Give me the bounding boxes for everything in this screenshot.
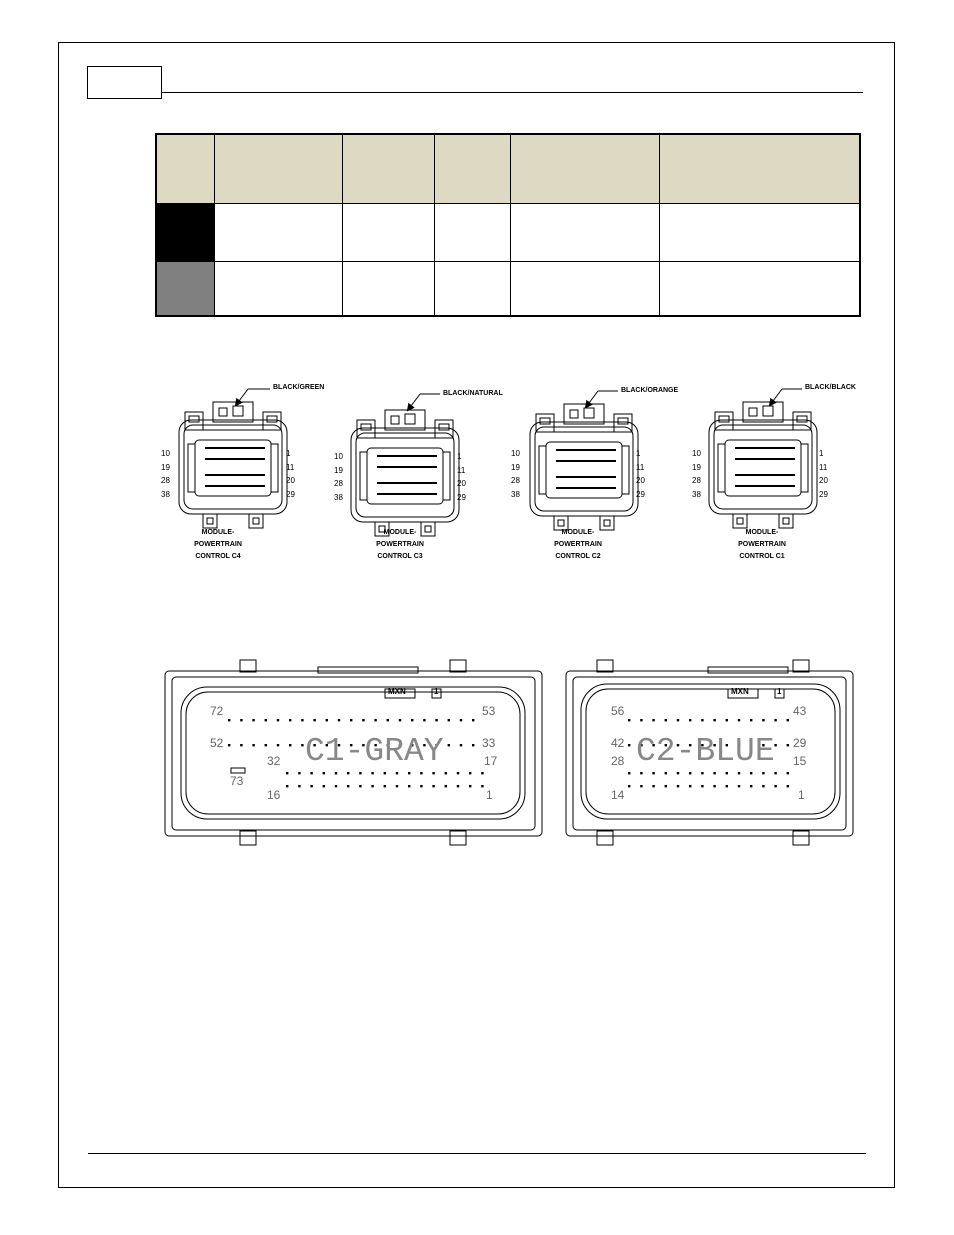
- pin-label: 10: [692, 449, 701, 458]
- connector-caption: [722, 527, 802, 563]
- caption-line: CONTROL C1: [739, 553, 785, 560]
- pin-number: 28: [611, 754, 625, 768]
- pin-number: 15: [793, 754, 807, 768]
- pin-label: 20: [286, 476, 295, 485]
- caption-line: CONTROL C4: [195, 553, 241, 560]
- pin-label: 20: [636, 476, 645, 485]
- pin-number: 14: [611, 788, 625, 802]
- caption-line: MODULE-: [383, 529, 417, 536]
- mxn-mark: MXN: [731, 687, 749, 696]
- caption-line: MODULE-: [561, 529, 595, 536]
- pin-labels-left: [161, 447, 170, 501]
- pin-label: 11: [457, 465, 466, 475]
- pin-label: 38: [334, 492, 343, 502]
- pin-one-mark: 1: [434, 687, 439, 696]
- pin-number: 32: [267, 754, 281, 768]
- pin-label: 20: [819, 476, 828, 485]
- connector-color-label: BLACK/BLACK: [805, 384, 856, 391]
- pin-label: 20: [457, 479, 466, 488]
- pin-number: 42: [611, 736, 625, 750]
- pin-number: 16: [267, 788, 281, 802]
- pin-label: 28: [161, 476, 170, 485]
- pin-labels-left: [511, 447, 520, 501]
- pin-number: 33: [482, 736, 496, 750]
- pin-label: 19: [511, 462, 520, 472]
- pin-label: 11: [286, 462, 295, 472]
- caption-line: POWERTRAIN: [376, 541, 424, 548]
- pin-label: 29: [819, 489, 828, 499]
- pin-label: 10: [334, 452, 343, 461]
- pin-label: 1: [636, 449, 641, 458]
- pin-label: 1: [819, 449, 824, 458]
- pin-label: 11: [636, 462, 645, 472]
- connector-color-label: BLACK/GREEN: [273, 384, 325, 391]
- pin-number: 43: [793, 704, 807, 718]
- pin-label: 10: [511, 449, 520, 458]
- caption-line: POWERTRAIN: [194, 541, 242, 548]
- caption-line: POWERTRAIN: [554, 541, 602, 548]
- pin-label: 38: [511, 489, 520, 499]
- connector-name-c2-blue: C2-BLUE: [636, 733, 775, 770]
- connector-caption: [178, 527, 258, 563]
- mxn-mark: MXN: [388, 687, 406, 696]
- connector-name-c1-gray: C1-GRAY: [305, 733, 444, 770]
- pin-labels-right: [636, 447, 645, 501]
- caption-line: MODULE-: [201, 529, 235, 536]
- connector-caption: [360, 527, 440, 563]
- footer-rule: [88, 1153, 866, 1154]
- pin-number: 1: [798, 788, 805, 802]
- pin-label: 28: [334, 479, 343, 488]
- pin-number: 53: [482, 704, 496, 718]
- caption-line: POWERTRAIN: [738, 541, 786, 548]
- pin-labels-right: [457, 450, 466, 504]
- connector-caption: [538, 527, 618, 563]
- pin-number: 29: [793, 736, 807, 750]
- pin-label: 29: [457, 492, 466, 502]
- pin-label: 1: [286, 449, 291, 458]
- caption-line: CONTROL C3: [377, 553, 423, 560]
- pin-label: 19: [161, 462, 170, 472]
- pin-number: 73: [230, 774, 244, 788]
- pin-labels-right: [819, 447, 828, 501]
- connector-color-label: BLACK/ORANGE: [621, 387, 679, 394]
- caption-line: CONTROL C2: [555, 553, 601, 560]
- pin-label: 29: [286, 489, 295, 499]
- pin-label: 1: [457, 452, 462, 461]
- pin-label: 19: [334, 465, 343, 475]
- pin-label: 28: [692, 476, 701, 485]
- pin-number: 56: [611, 704, 625, 718]
- caption-line: MODULE-: [745, 529, 779, 536]
- pin-number: 72: [210, 704, 224, 718]
- pin-number: 52: [210, 736, 224, 750]
- pin-labels-left: [334, 450, 343, 504]
- pin-labels-left: [692, 447, 701, 501]
- pin-one-mark: 1: [777, 687, 782, 696]
- pin-label: 38: [161, 489, 170, 499]
- pin-number: 17: [484, 754, 498, 768]
- pin-number: 1: [486, 788, 493, 802]
- connector-color-label: BLACK/NATURAL: [443, 390, 503, 397]
- pin-label: 29: [636, 489, 645, 499]
- pin-label: 10: [161, 449, 170, 458]
- pin-labels-right: [286, 447, 295, 501]
- pin-label: 19: [692, 462, 701, 472]
- pin-label: 38: [692, 489, 701, 499]
- pin-label: 28: [511, 476, 520, 485]
- pin-label: 11: [819, 462, 828, 472]
